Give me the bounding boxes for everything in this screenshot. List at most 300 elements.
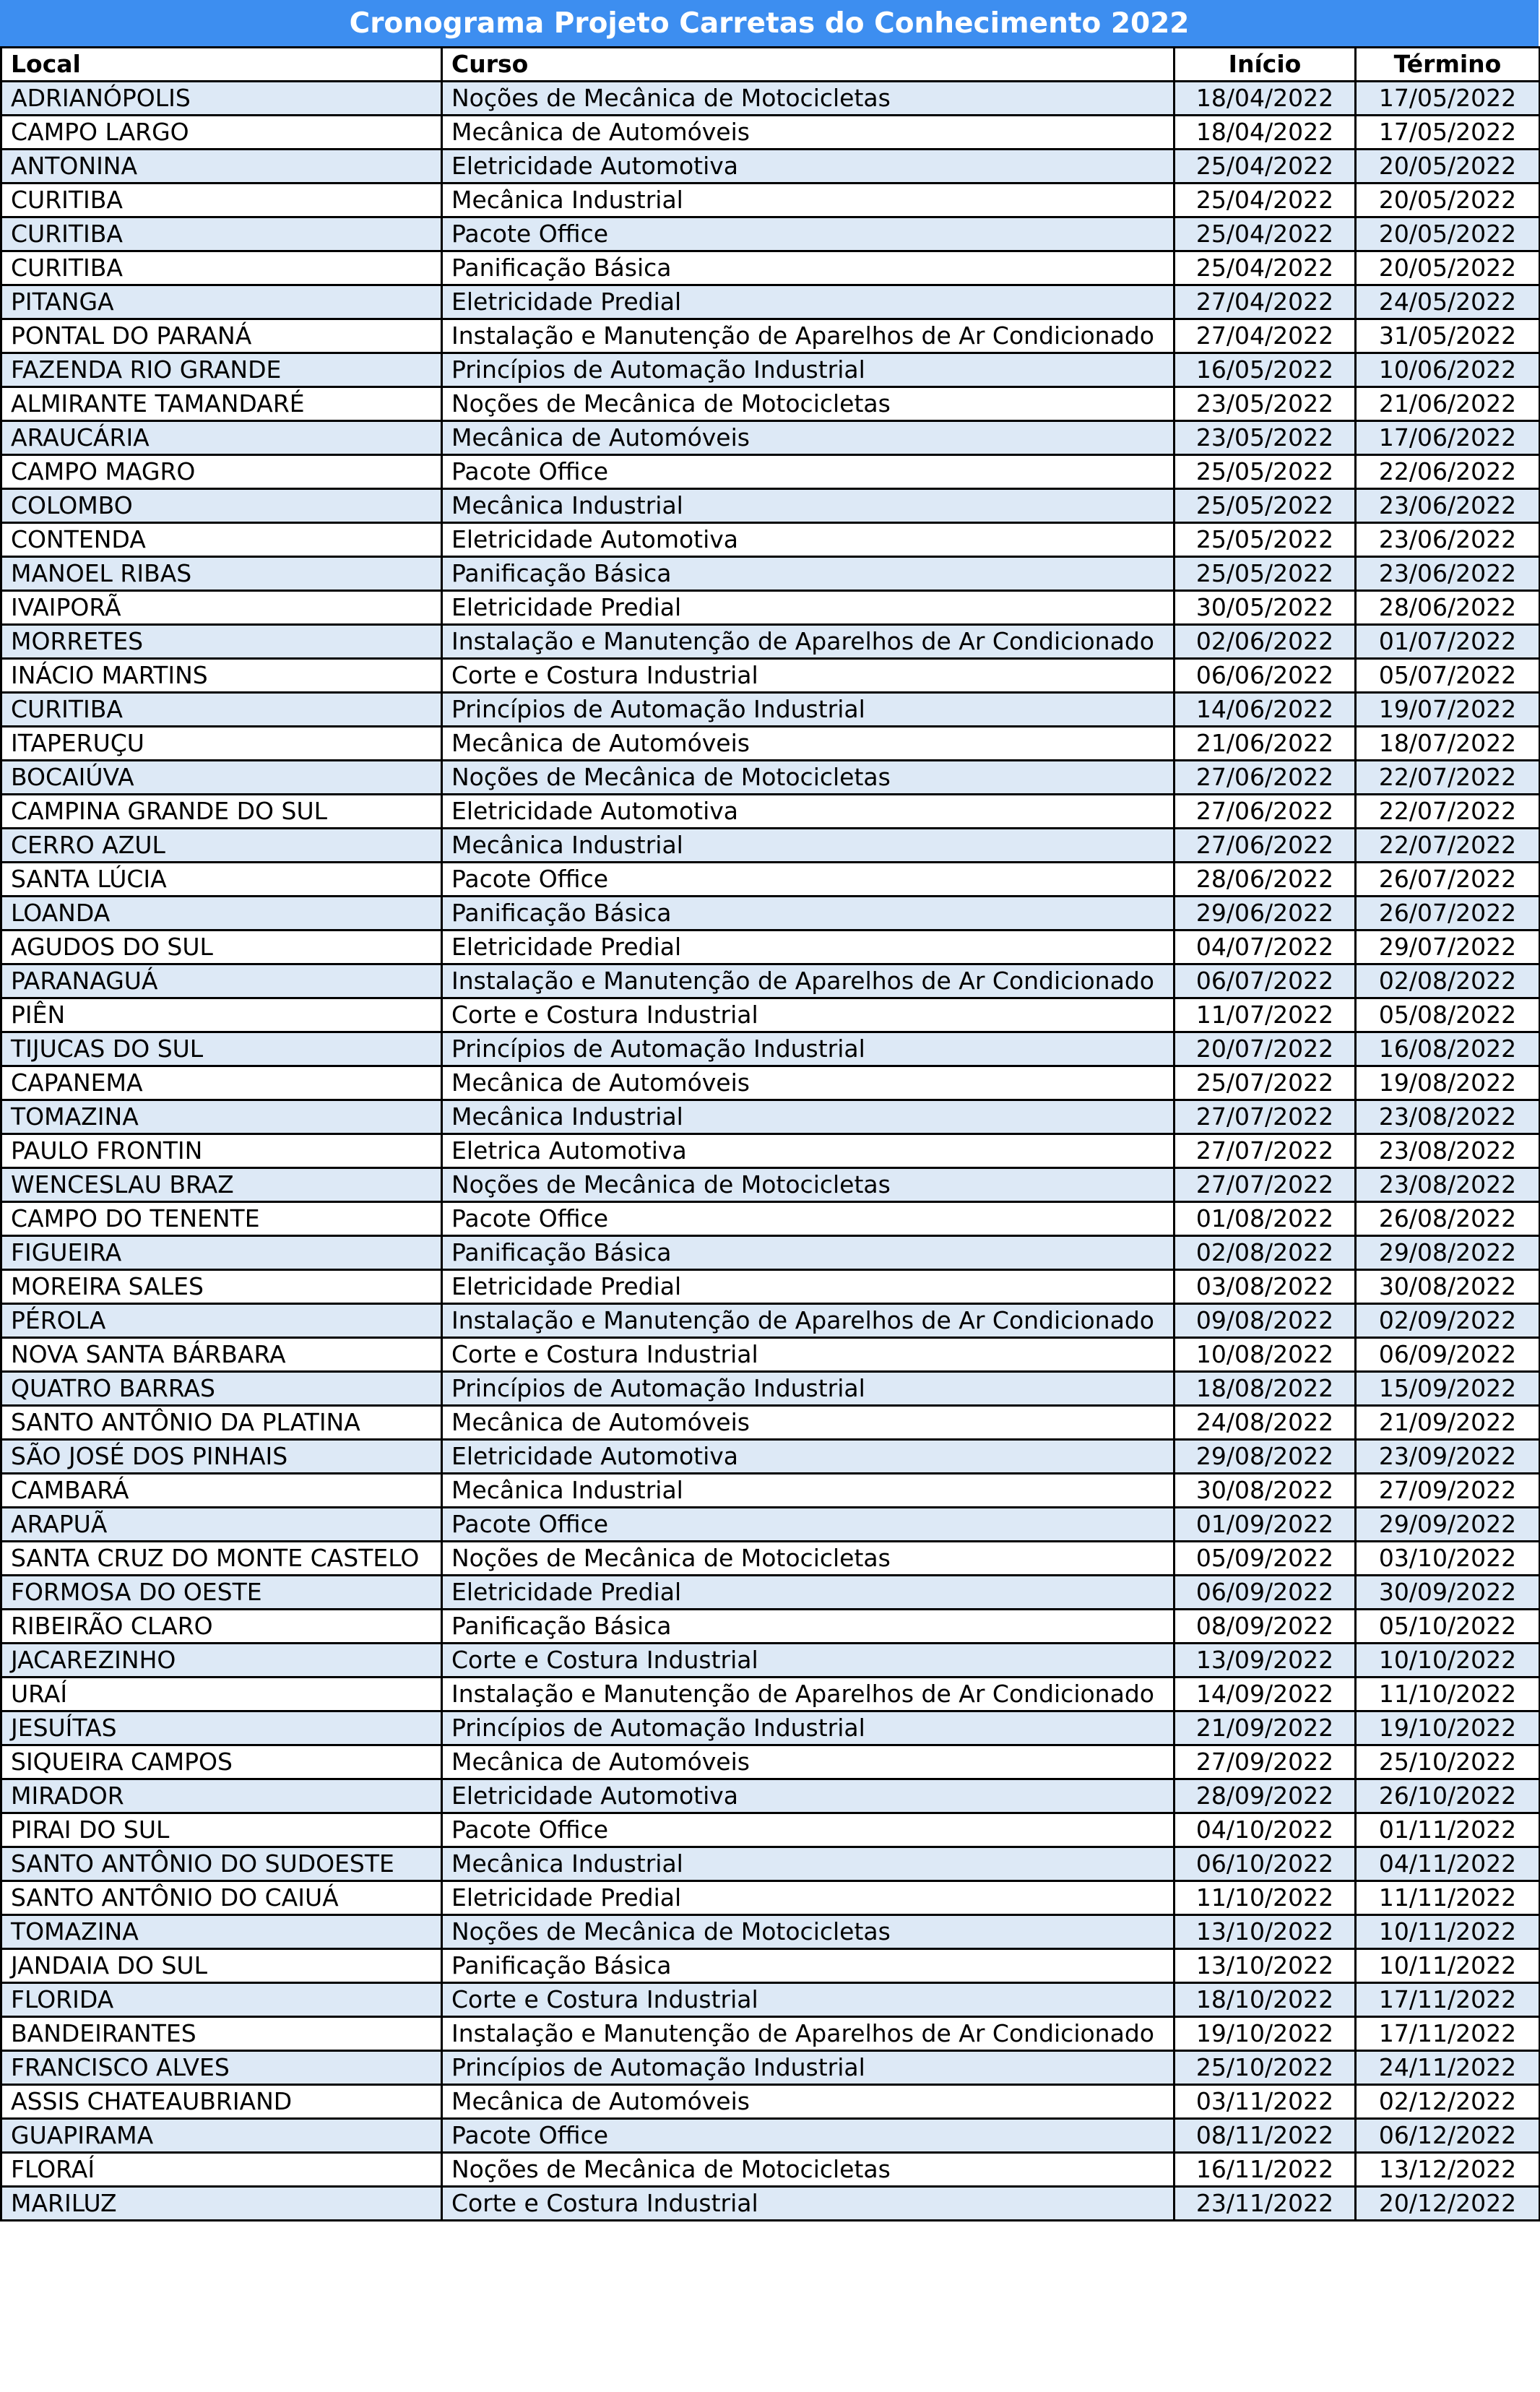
table-row [1,1576,1540,1610]
cell-curso: Panificação Básica [442,897,1175,931]
cell-curso: Princípios de Automação Industrial [442,1711,1175,1745]
cell-termino: 26/08/2022 [1356,1202,1540,1236]
cell-local: SANTA LÚCIA [1,863,442,897]
cell-local: PAULO FRONTIN [1,1134,442,1168]
cell-curso: Noções de Mecânica de Motocicletas [442,387,1175,421]
table-row [1,727,1540,761]
cell-curso: Panificação Básica [442,251,1175,285]
table-row [1,217,1540,251]
cell-termino: 20/05/2022 [1356,217,1540,251]
cell-inicio: 30/08/2022 [1175,1474,1356,1508]
cell-curso: Corte e Costura Industrial [442,1644,1175,1678]
cell-local: ITAPERUÇU [1,727,442,761]
cell-local: FRANCISCO ALVES [1,2051,442,2085]
cell-local: INÁCIO MARTINS [1,659,442,693]
cell-curso: Noções de Mecânica de Motocicletas [442,1542,1175,1576]
cell-termino: 11/10/2022 [1356,1678,1540,1711]
cell-termino: 17/11/2022 [1356,1983,1540,2017]
cell-inicio: 25/10/2022 [1175,2051,1356,2085]
schedule-table [0,46,1540,2222]
cell-local: ASSIS CHATEAUBRIAND [1,2085,442,2119]
cell-curso: Corte e Costura Industrial [442,998,1175,1032]
cell-local: CAMPO DO TENENTE [1,1202,442,1236]
cell-inicio: 06/10/2022 [1175,1847,1356,1881]
cell-local: ANTONINA [1,150,442,183]
cell-local: MORRETES [1,625,442,659]
table-row [1,2017,1540,2051]
cell-termino: 04/11/2022 [1356,1847,1540,1881]
cell-termino: 02/09/2022 [1356,1304,1540,1338]
table-row [1,625,1540,659]
cell-curso: Princípios de Automação Industrial [442,353,1175,387]
cell-termino: 24/11/2022 [1356,2051,1540,2085]
cell-curso: Instalação e Manutenção de Aparelhos de Ar Condicionado [442,1678,1175,1711]
cell-curso: Eletricidade Predial [442,1270,1175,1304]
cell-curso: Eletricidade Predial [442,1881,1175,1915]
cell-termino: 18/07/2022 [1356,727,1540,761]
cell-local: FLORAÍ [1,2153,442,2187]
cell-termino: 20/05/2022 [1356,251,1540,285]
table-row [1,1100,1540,1134]
cell-local: SANTO ANTÔNIO DO SUDOESTE [1,1847,442,1881]
cell-local: PIÊN [1,998,442,1032]
cell-curso: Panificação Básica [442,1610,1175,1644]
column-header-inicio: Início [1175,48,1356,82]
table-row [1,353,1540,387]
cell-curso: Mecânica Industrial [442,183,1175,217]
sheet-title: Cronograma Projeto Carretas do Conhecimento 2022 [0,0,1539,46]
table-row [1,1813,1540,1847]
cell-termino: 28/06/2022 [1356,591,1540,625]
cell-curso: Mecânica de Automóveis [442,116,1175,150]
cell-inicio: 10/08/2022 [1175,1338,1356,1372]
cell-inicio: 29/06/2022 [1175,897,1356,931]
cell-termino: 16/08/2022 [1356,1032,1540,1066]
table-row [1,591,1540,625]
cell-local: ARAUCÁRIA [1,421,442,455]
cell-curso: Mecânica de Automóveis [442,1406,1175,1440]
cell-inicio: 18/08/2022 [1175,1372,1356,1406]
cell-inicio: 13/09/2022 [1175,1644,1356,1678]
cell-inicio: 27/07/2022 [1175,1168,1356,1202]
cell-curso: Panificação Básica [442,1949,1175,1983]
cell-termino: 21/06/2022 [1356,387,1540,421]
table-row [1,150,1540,183]
cell-termino: 23/09/2022 [1356,1440,1540,1474]
cell-curso: Eletrica Automotiva [442,1134,1175,1168]
table-row [1,998,1540,1032]
cell-curso: Mecânica de Automóveis [442,2085,1175,2119]
cell-inicio: 03/08/2022 [1175,1270,1356,1304]
cell-inicio: 14/09/2022 [1175,1678,1356,1711]
cell-termino: 10/11/2022 [1356,1915,1540,1949]
table-row [1,1508,1540,1542]
cell-curso: Panificação Básica [442,557,1175,591]
cell-inicio: 25/05/2022 [1175,489,1356,523]
cell-inicio: 23/05/2022 [1175,387,1356,421]
cell-inicio: 20/07/2022 [1175,1032,1356,1066]
table-row [1,1202,1540,1236]
cell-local: PONTAL DO PARANÁ [1,319,442,353]
cell-termino: 10/10/2022 [1356,1644,1540,1678]
cell-curso: Corte e Costura Industrial [442,1983,1175,2017]
cell-curso: Princípios de Automação Industrial [442,693,1175,727]
cell-termino: 10/11/2022 [1356,1949,1540,1983]
table-row [1,897,1540,931]
cell-local: MIRADOR [1,1779,442,1813]
cell-local: ALMIRANTE TAMANDARÉ [1,387,442,421]
table-row [1,319,1540,353]
cell-inicio: 30/05/2022 [1175,591,1356,625]
cell-termino: 15/09/2022 [1356,1372,1540,1406]
cell-local: JACAREZINHO [1,1644,442,1678]
table-row [1,1270,1540,1304]
cell-inicio: 18/04/2022 [1175,82,1356,116]
cell-inicio: 11/07/2022 [1175,998,1356,1032]
table-row [1,659,1540,693]
cell-inicio: 25/05/2022 [1175,455,1356,489]
table-row [1,1406,1540,1440]
cell-local: CERRO AZUL [1,829,442,863]
cell-inicio: 25/04/2022 [1175,251,1356,285]
cell-curso: Eletricidade Predial [442,591,1175,625]
column-header-local: Local [1,48,442,82]
cell-local: PÉROLA [1,1304,442,1338]
cell-local: FAZENDA RIO GRANDE [1,353,442,387]
cell-local: RIBEIRÃO CLARO [1,1610,442,1644]
cell-curso: Eletricidade Automotiva [442,150,1175,183]
header-row [1,48,1540,82]
cell-inicio: 16/11/2022 [1175,2153,1356,2187]
cell-inicio: 08/11/2022 [1175,2119,1356,2153]
table-row [1,1066,1540,1100]
table-row [1,2119,1540,2153]
table-row [1,1168,1540,1202]
cell-local: JESUÍTAS [1,1711,442,1745]
cell-inicio: 03/11/2022 [1175,2085,1356,2119]
cell-inicio: 18/10/2022 [1175,1983,1356,2017]
cell-termino: 30/08/2022 [1356,1270,1540,1304]
table-row [1,2085,1540,2119]
cell-inicio: 25/05/2022 [1175,557,1356,591]
cell-inicio: 01/08/2022 [1175,1202,1356,1236]
cell-local: MARILUZ [1,2187,442,2221]
cell-inicio: 04/07/2022 [1175,931,1356,964]
table-row [1,1134,1540,1168]
cell-termino: 23/08/2022 [1356,1134,1540,1168]
cell-inicio: 27/04/2022 [1175,285,1356,319]
cell-termino: 23/06/2022 [1356,523,1540,557]
cell-inicio: 27/07/2022 [1175,1134,1356,1168]
cell-curso: Princípios de Automação Industrial [442,1032,1175,1066]
cell-inicio: 06/07/2022 [1175,964,1356,998]
table-row [1,1032,1540,1066]
cell-local: CONTENDA [1,523,442,557]
cell-curso: Pacote Office [442,1813,1175,1847]
table-row [1,251,1540,285]
cell-inicio: 09/08/2022 [1175,1304,1356,1338]
cell-curso: Eletricidade Automotiva [442,1779,1175,1813]
cell-termino: 20/05/2022 [1356,150,1540,183]
cell-curso: Mecânica Industrial [442,489,1175,523]
cell-local: BOCAIÚVA [1,761,442,795]
table-row [1,1678,1540,1711]
cell-inicio: 16/05/2022 [1175,353,1356,387]
cell-local: TIJUCAS DO SUL [1,1032,442,1066]
cell-curso: Eletricidade Automotiva [442,523,1175,557]
cell-inicio: 28/06/2022 [1175,863,1356,897]
cell-termino: 29/08/2022 [1356,1236,1540,1270]
cell-local: GUAPIRAMA [1,2119,442,2153]
cell-termino: 01/11/2022 [1356,1813,1540,1847]
table-row [1,1915,1540,1949]
cell-termino: 22/07/2022 [1356,795,1540,829]
cell-local: FORMOSA DO OESTE [1,1576,442,1610]
column-header-curso: Curso [442,48,1175,82]
cell-local: ADRIANÓPOLIS [1,82,442,116]
cell-inicio: 21/06/2022 [1175,727,1356,761]
cell-curso: Corte e Costura Industrial [442,659,1175,693]
cell-curso: Instalação e Manutenção de Aparelhos de Ar Condicionado [442,2017,1175,2051]
cell-inicio: 23/11/2022 [1175,2187,1356,2221]
cell-local: CURITIBA [1,251,442,285]
table-row [1,1474,1540,1508]
cell-local: CAPANEMA [1,1066,442,1100]
table-row [1,1983,1540,2017]
table-row [1,1644,1540,1678]
cell-inicio: 13/10/2022 [1175,1949,1356,1983]
cell-termino: 26/07/2022 [1356,897,1540,931]
cell-inicio: 27/06/2022 [1175,829,1356,863]
cell-termino: 31/05/2022 [1356,319,1540,353]
cell-termino: 01/07/2022 [1356,625,1540,659]
cell-local: CURITIBA [1,693,442,727]
cell-termino: 10/06/2022 [1356,353,1540,387]
cell-termino: 02/08/2022 [1356,964,1540,998]
cell-local: CURITIBA [1,183,442,217]
cell-curso: Panificação Básica [442,1236,1175,1270]
cell-curso: Pacote Office [442,1508,1175,1542]
cell-inicio: 02/06/2022 [1175,625,1356,659]
cell-local: TOMAZINA [1,1915,442,1949]
table-row [1,1847,1540,1881]
column-header-termino: Término [1356,48,1540,82]
cell-inicio: 21/09/2022 [1175,1711,1356,1745]
cell-curso: Corte e Costura Industrial [442,2187,1175,2221]
cell-termino: 23/08/2022 [1356,1100,1540,1134]
table-row [1,82,1540,116]
cell-inicio: 27/07/2022 [1175,1100,1356,1134]
table-row [1,1304,1540,1338]
cell-curso: Eletricidade Automotiva [442,1440,1175,1474]
cell-curso: Corte e Costura Industrial [442,1338,1175,1372]
cell-inicio: 23/05/2022 [1175,421,1356,455]
cell-termino: 11/11/2022 [1356,1881,1540,1915]
cell-termino: 17/06/2022 [1356,421,1540,455]
cell-termino: 23/06/2022 [1356,489,1540,523]
cell-local: SANTO ANTÔNIO DA PLATINA [1,1406,442,1440]
cell-curso: Mecânica de Automóveis [442,1745,1175,1779]
cell-inicio: 27/04/2022 [1175,319,1356,353]
table-row [1,557,1540,591]
cell-inicio: 05/09/2022 [1175,1542,1356,1576]
cell-inicio: 24/08/2022 [1175,1406,1356,1440]
table-row [1,964,1540,998]
cell-termino: 26/10/2022 [1356,1779,1540,1813]
cell-local: JANDAIA DO SUL [1,1949,442,1983]
cell-inicio: 25/04/2022 [1175,150,1356,183]
cell-local: CAMPINA GRANDE DO SUL [1,795,442,829]
cell-local: SANTO ANTÔNIO DO CAIUÁ [1,1881,442,1915]
table-row [1,1745,1540,1779]
table-row [1,1881,1540,1915]
cell-termino: 22/07/2022 [1356,829,1540,863]
cell-termino: 27/09/2022 [1356,1474,1540,1508]
cell-local: URAÍ [1,1678,442,1711]
cell-curso: Instalação e Manutenção de Aparelhos de Ar Condicionado [442,964,1175,998]
cell-inicio: 01/09/2022 [1175,1508,1356,1542]
cell-curso: Eletricidade Predial [442,931,1175,964]
cell-curso: Noções de Mecânica de Motocicletas [442,761,1175,795]
cell-local: QUATRO BARRAS [1,1372,442,1406]
cell-curso: Pacote Office [442,217,1175,251]
cell-curso: Noções de Mecânica de Motocicletas [442,2153,1175,2187]
cell-curso: Princípios de Automação Industrial [442,2051,1175,2085]
cell-local: MANOEL RIBAS [1,557,442,591]
cell-termino: 22/06/2022 [1356,455,1540,489]
table-row [1,863,1540,897]
cell-termino: 25/10/2022 [1356,1745,1540,1779]
table-row [1,1949,1540,1983]
cell-termino: 22/07/2022 [1356,761,1540,795]
table-row [1,387,1540,421]
cell-termino: 20/05/2022 [1356,183,1540,217]
cell-local: WENCESLAU BRAZ [1,1168,442,1202]
cell-termino: 13/12/2022 [1356,2153,1540,2187]
cell-curso: Mecânica Industrial [442,1100,1175,1134]
cell-curso: Pacote Office [442,2119,1175,2153]
table-row [1,829,1540,863]
table-row [1,795,1540,829]
cell-curso: Mecânica Industrial [442,1847,1175,1881]
cell-curso: Noções de Mecânica de Motocicletas [442,82,1175,116]
cell-inicio: 28/09/2022 [1175,1779,1356,1813]
cell-local: FIGUEIRA [1,1236,442,1270]
cell-inicio: 27/09/2022 [1175,1745,1356,1779]
cell-inicio: 29/08/2022 [1175,1440,1356,1474]
table-row [1,2153,1540,2187]
cell-inicio: 04/10/2022 [1175,1813,1356,1847]
cell-curso: Pacote Office [442,455,1175,489]
table-row [1,1711,1540,1745]
cell-termino: 23/06/2022 [1356,557,1540,591]
cell-local: SIQUEIRA CAMPOS [1,1745,442,1779]
cell-local: LOANDA [1,897,442,931]
cell-termino: 19/07/2022 [1356,693,1540,727]
cell-termino: 29/09/2022 [1356,1508,1540,1542]
cell-curso: Noções de Mecânica de Motocicletas [442,1915,1175,1949]
cell-local: CAMPO MAGRO [1,455,442,489]
cell-local: CAMBARÁ [1,1474,442,1508]
cell-termino: 24/05/2022 [1356,285,1540,319]
table-row [1,1610,1540,1644]
table-row [1,1372,1540,1406]
cell-termino: 02/12/2022 [1356,2085,1540,2119]
table-row [1,1542,1540,1576]
cell-termino: 23/08/2022 [1356,1168,1540,1202]
cell-curso: Pacote Office [442,1202,1175,1236]
cell-termino: 17/05/2022 [1356,116,1540,150]
cell-termino: 05/08/2022 [1356,998,1540,1032]
cell-curso: Mecânica Industrial [442,1474,1175,1508]
cell-termino: 19/10/2022 [1356,1711,1540,1745]
table-row [1,285,1540,319]
table-row [1,693,1540,727]
cell-curso: Eletricidade Predial [442,1576,1175,1610]
cell-curso: Eletricidade Automotiva [442,795,1175,829]
cell-local: TOMAZINA [1,1100,442,1134]
cell-termino: 05/07/2022 [1356,659,1540,693]
cell-local: CAMPO LARGO [1,116,442,150]
cell-termino: 06/09/2022 [1356,1338,1540,1372]
cell-local: NOVA SANTA BÁRBARA [1,1338,442,1372]
cell-inicio: 14/06/2022 [1175,693,1356,727]
cell-local: MOREIRA SALES [1,1270,442,1304]
cell-inicio: 25/04/2022 [1175,217,1356,251]
cell-termino: 17/11/2022 [1356,2017,1540,2051]
table-row [1,421,1540,455]
cell-curso: Mecânica Industrial [442,829,1175,863]
table-row [1,2051,1540,2085]
cell-inicio: 06/06/2022 [1175,659,1356,693]
cell-curso: Eletricidade Predial [442,285,1175,319]
table-body [1,82,1540,2221]
cell-local: FLORIDA [1,1983,442,2017]
table-row [1,1236,1540,1270]
table-row [1,2187,1540,2221]
cell-local: AGUDOS DO SUL [1,931,442,964]
cell-inicio: 11/10/2022 [1175,1881,1356,1915]
cell-inicio: 19/10/2022 [1175,2017,1356,2051]
cell-termino: 29/07/2022 [1356,931,1540,964]
cell-termino: 06/12/2022 [1356,2119,1540,2153]
cell-local: PITANGA [1,285,442,319]
cell-termino: 03/10/2022 [1356,1542,1540,1576]
cell-inicio: 25/04/2022 [1175,183,1356,217]
cell-local: BANDEIRANTES [1,2017,442,2051]
cell-inicio: 02/08/2022 [1175,1236,1356,1270]
cell-termino: 17/05/2022 [1356,82,1540,116]
table-row [1,183,1540,217]
table-row [1,489,1540,523]
cell-inicio: 27/06/2022 [1175,795,1356,829]
cell-inicio: 06/09/2022 [1175,1576,1356,1610]
cell-inicio: 25/07/2022 [1175,1066,1356,1100]
cell-local: SÃO JOSÉ DOS PINHAIS [1,1440,442,1474]
table-row [1,523,1540,557]
cell-curso: Instalação e Manutenção de Aparelhos de Ar Condicionado [442,319,1175,353]
cell-inicio: 25/05/2022 [1175,523,1356,557]
cell-inicio: 08/09/2022 [1175,1610,1356,1644]
cell-termino: 05/10/2022 [1356,1610,1540,1644]
cell-termino: 26/07/2022 [1356,863,1540,897]
table-row [1,1338,1540,1372]
cell-curso: Mecânica de Automóveis [442,727,1175,761]
cell-curso: Instalação e Manutenção de Aparelhos de Ar Condicionado [442,1304,1175,1338]
cell-termino: 19/08/2022 [1356,1066,1540,1100]
cell-inicio: 18/04/2022 [1175,116,1356,150]
cell-termino: 20/12/2022 [1356,2187,1540,2221]
